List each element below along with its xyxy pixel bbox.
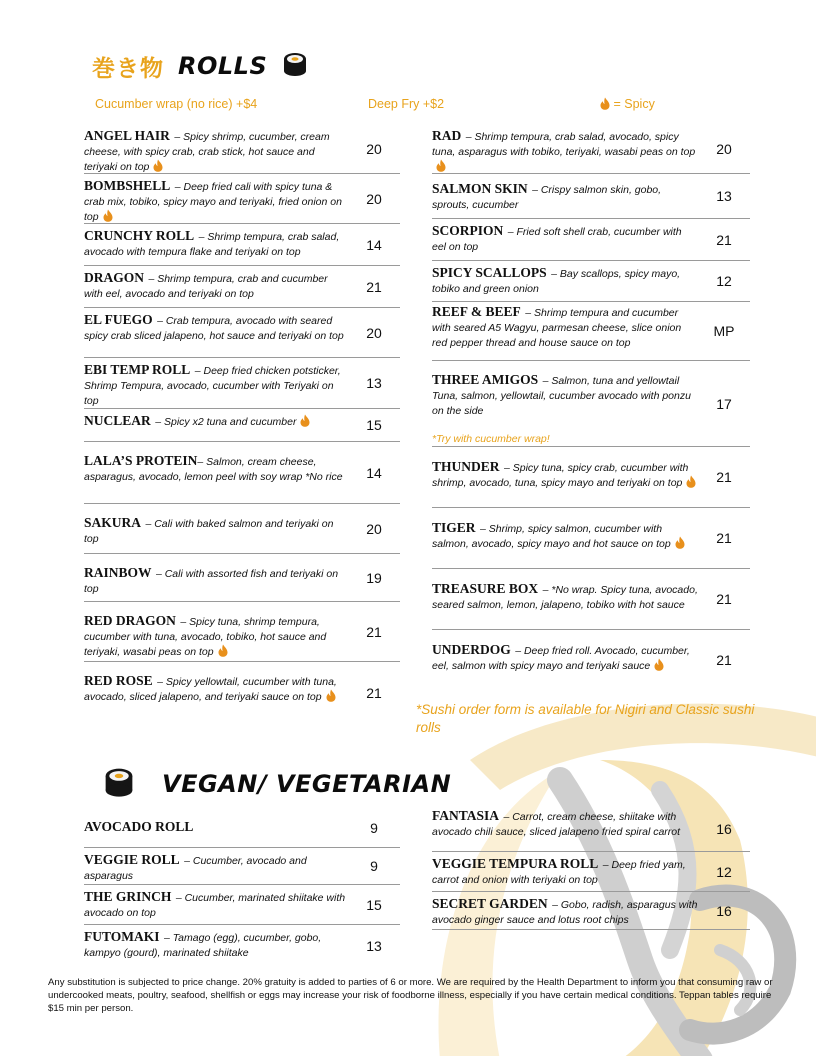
menu-item (84, 124, 400, 174)
menu-item (432, 302, 750, 361)
item-description: – Gobo, radish, asparagus with avocado ginger sauce and lotus root chips (432, 899, 698, 926)
menu-item (84, 554, 400, 602)
item-price: 15 (366, 417, 382, 433)
flame-icon (654, 658, 664, 674)
item-description: – Cucumber, marinated shiitake with avocado on top (84, 892, 346, 919)
item-tip: *Try with cucumber wrap! (432, 433, 550, 445)
item-description: – Tamago (egg), cucumber, gobo, kampyo (gourd), marinated shiitake (84, 932, 322, 959)
item-name: BOMBSHELL (84, 178, 171, 193)
item-name: RED DRAGON (84, 613, 176, 628)
item-price: 15 (366, 896, 382, 913)
menu-item (84, 308, 400, 358)
item-name: THUNDER (432, 459, 500, 474)
item-description: – Crab tempura, avocado with seared spicy crab sliced jalapeno, hot sauce and teriyaki on top (84, 315, 344, 342)
item-name: RED ROSE (84, 673, 153, 688)
item-name: EBI TEMP ROLL (84, 362, 191, 377)
item-name: UNDERDOG (432, 642, 511, 657)
item-description: – Cali with assorted fish and teriyaki on top (84, 568, 339, 595)
menu-item (84, 442, 400, 504)
menu-item (84, 224, 400, 266)
item-price: 21 (366, 278, 382, 295)
rolls-title: ROLLS (178, 52, 268, 80)
sushi-roll-icon (281, 50, 309, 83)
item-price: 9 (370, 858, 378, 874)
item-name: CRUNCHY ROLL (84, 228, 195, 243)
vegan-header (102, 764, 451, 804)
item-name: TREASURE BOX (432, 581, 539, 596)
item-description: – Spicy tuna, spicy crab, cucumber with shrimp, avocado, tuna, spicy mayo and teriyaki on top (432, 462, 689, 489)
item-description: – Spicy yellowtail, cucumber with tuna, avocado, sliced jalapeno, and teriyaki sauce on top (84, 676, 337, 703)
menu-item (84, 504, 400, 554)
item-name: NUCLEAR (84, 413, 151, 428)
menu-item (84, 808, 400, 848)
menu-item (84, 925, 400, 967)
flame-icon (675, 536, 685, 552)
item-name: REEF & BEEF (432, 304, 521, 319)
item-price: 12 (716, 863, 732, 880)
item-price: 21 (366, 623, 382, 640)
sushi-roll-icon (102, 765, 136, 804)
item-price: 16 (716, 820, 732, 837)
menu-item (84, 848, 400, 885)
item-price: 17 (716, 395, 732, 412)
item-description: – *No wrap. Spicy tuna, avocado, seared salmon, lemon, jalapeno, tobiko with hot sauce (432, 584, 698, 611)
menu-item (432, 174, 750, 219)
menu-item (432, 261, 750, 302)
cucumber-wrap-note: Cucumber wrap (no rice) +$4 (95, 97, 258, 111)
item-description: – Deep fried roll. Avocado, cucumber, eel, salmon with spicy mayo and teriyaki sauce (432, 645, 690, 672)
item-name: RAINBOW (84, 565, 152, 580)
menu-item (432, 219, 750, 261)
spicy-legend-label: = Spicy (613, 97, 655, 111)
flame-icon (326, 689, 336, 705)
item-price: 21 (366, 685, 382, 701)
flame-icon (218, 644, 228, 660)
item-description: – Deep fried cali with spicy tuna & crab mix, tobiko, spicy mayo and teriyaki, fried onion on top (84, 181, 342, 223)
item-price: 20 (366, 190, 382, 207)
menu-item (432, 508, 750, 569)
item-name: SALMON SKIN (432, 181, 528, 196)
item-name: ANGEL HAIR (84, 128, 170, 143)
menu-item (84, 602, 400, 662)
menu-item (432, 124, 750, 174)
menu-item (432, 361, 750, 447)
item-description: – Salmon, tuna and yellowtail Tuna, salmon, yellowtail, cucumber avocado with ponzu on the side (432, 375, 691, 417)
menu-item (84, 358, 400, 409)
rolls-header (92, 46, 309, 86)
menu-item (84, 266, 400, 308)
rolls-right-column (432, 124, 750, 690)
item-name: SPICY SCALLOPS (432, 265, 547, 280)
item-price: MP (713, 323, 735, 339)
item-name: TIGER (432, 520, 476, 535)
item-description: – Cali with baked salmon and teriyaki on top (84, 518, 334, 545)
vegan-left-column (84, 808, 400, 967)
item-description: – Deep fried chicken potsticker, Shrimp Tempura, avocado, cucumber with Teriyaki on top (84, 365, 341, 407)
menu-item (432, 852, 750, 892)
menu-item (84, 662, 400, 724)
flame-icon (153, 159, 163, 175)
item-description: – Spicy x2 tuna and cucumber (155, 416, 297, 428)
menu-item (432, 892, 750, 930)
flame-icon (600, 97, 610, 113)
flame-icon (103, 209, 113, 225)
item-price: 21 (716, 591, 732, 607)
item-price: 20 (366, 140, 382, 157)
item-description: – Shrimp, spicy salmon, cucumber with salmon, avocado, spicy mayo and hot sauce on top (432, 523, 671, 550)
item-price: 21 (716, 469, 732, 485)
item-name: AVOCADO ROLL (84, 819, 194, 834)
item-description: – Shrimp tempura, crab salad, avocado, spicy tuna, asparagus with tobiko, teriyaki, wasabi peas on top (432, 131, 696, 158)
vegan-title: VEGAN/ VEGETARIAN (162, 770, 452, 798)
item-price: 13 (366, 375, 382, 391)
legal-disclaimer: Any substitution is subjected to price change. 20% gratuity is added to parties of 6 or more. We are required by the Health Department to inform you that consuming raw or undercooked meats, poultry, seafood, shellfish or eggs may increase your risk of foodborne illness, especially if you have certain medical conditions. Teppan tables require $15 min per person. (48, 977, 773, 1014)
item-description: – Salmon, cream cheese, asparagus, avocado, lemon peel with soy wrap *No rice (84, 456, 343, 483)
flame-icon (686, 475, 696, 491)
item-description: – Deep fried yam, carrot and onion with teriyaki on top (432, 859, 686, 886)
item-name: RAD (432, 128, 462, 143)
sushi-order-form-note: *Sushi order form is available for Nigiri and Classic sushi rolls (416, 702, 755, 735)
item-price: 9 (370, 819, 378, 836)
item-name: LALA’S PROTEIN (84, 453, 198, 468)
item-name: THREE AMIGOS (432, 372, 539, 387)
menu-item (432, 569, 750, 630)
menu-item (432, 630, 750, 690)
item-description: – Spicy shrimp, cucumber, cream cheese, with spicy crab, crab stick, hot sauce and teriyaki on top (84, 131, 330, 173)
item-price: 13 (716, 188, 732, 204)
item-price: 13 (366, 938, 382, 954)
item-description: – Bay scallops, spicy mayo, tobiko and green onion (432, 268, 681, 295)
item-price: 19 (366, 569, 382, 586)
item-name: VEGGIE TEMPURA ROLL (432, 856, 599, 871)
item-name: DRAGON (84, 270, 144, 285)
item-description: – Shrimp tempura and cucumber with seared A5 Wagyu, parmesan cheese, slice onion red pepper thread and house sauce on top (432, 307, 682, 349)
spicy-legend (600, 97, 655, 113)
menu-item (432, 806, 750, 852)
menu-item (84, 409, 400, 442)
item-description: – Carrot, cream cheese, shiitake with avocado chili sauce, sliced jalapeno fried spiral carrot (432, 811, 681, 838)
item-price: 21 (716, 231, 732, 248)
item-price: 14 (366, 236, 382, 253)
item-name: EL FUEGO (84, 312, 153, 327)
vegan-right-column (432, 806, 750, 930)
item-description: – Crispy salmon skin, gobo, sprouts, cucumber (432, 184, 662, 211)
item-description: – Fried soft shell crab, cucumber with eel on top (432, 226, 682, 253)
item-name: SCORPION (432, 223, 504, 238)
item-name: THE GRINCH (84, 889, 172, 904)
menu-item (84, 174, 400, 224)
item-price: 12 (716, 273, 732, 289)
rolls-left-column (84, 124, 400, 724)
flame-icon (436, 159, 446, 175)
item-name: FANTASIA (432, 808, 500, 823)
item-price: 20 (366, 520, 382, 537)
item-description: – Shrimp tempura, crab salad, avocado with tempura flake and teriyaki on top (84, 231, 340, 258)
item-price: 16 (716, 902, 732, 919)
item-price: 21 (716, 530, 732, 546)
deep-fry-note: Deep Fry +$2 (368, 97, 445, 111)
item-price: 20 (366, 324, 382, 341)
item-name: FUTOMAKI (84, 929, 160, 944)
item-price: 14 (366, 464, 382, 481)
item-description: – Spicy tuna, shrimp tempura, cucumber with tuna, avocado, tobiko, hot sauce and teriyaki, wasabi peas on top (84, 616, 327, 658)
flame-icon (300, 414, 310, 430)
item-price: 20 (716, 140, 732, 157)
item-name: VEGGIE ROLL (84, 852, 180, 867)
menu-item (432, 447, 750, 508)
menu-item (84, 885, 400, 925)
item-name: SAKURA (84, 515, 142, 530)
item-name: SECRET GARDEN (432, 896, 548, 911)
item-description: – Shrimp tempura, crab and cucumber with eel, avocado and teriyaki on top (84, 273, 328, 300)
item-price: 21 (716, 652, 732, 668)
rolls-japanese-title: 巻き物 (92, 55, 164, 82)
item-description: – Cucumber, avocado and asparagus (84, 855, 307, 882)
